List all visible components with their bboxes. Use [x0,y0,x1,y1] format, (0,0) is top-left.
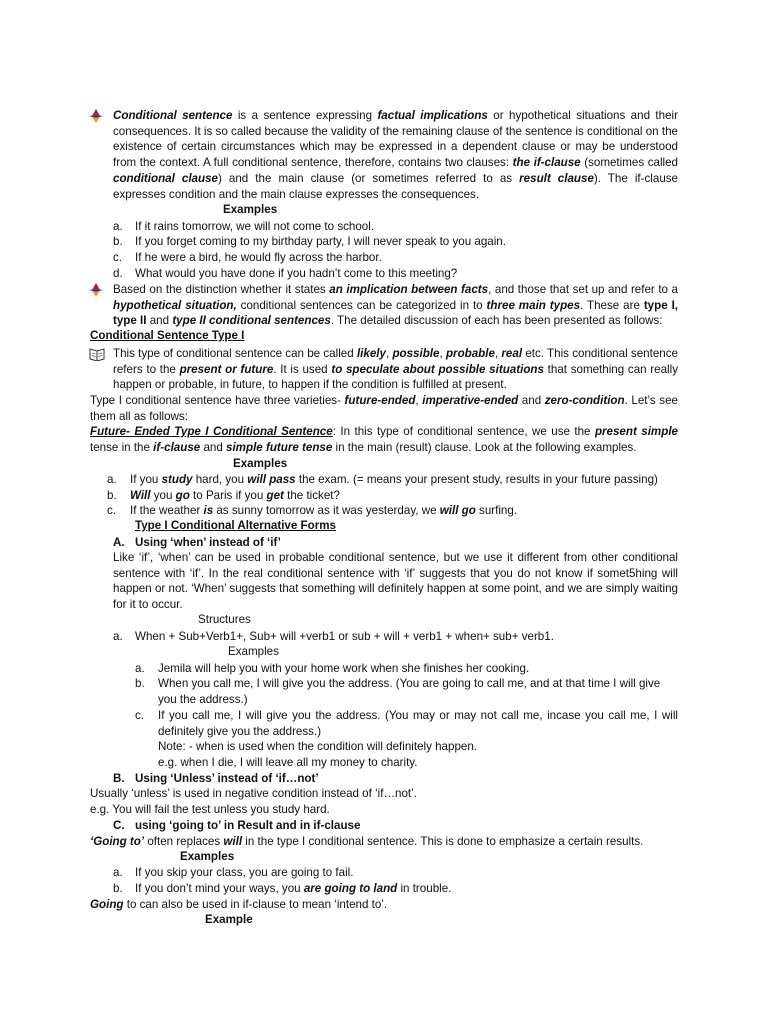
subsection-heading-going-to: C. using ‘going to’ in Result and in if-clause [113,819,361,832]
intro-paragraph: Conditional sentence is a sentence expressing factual implications or hypothetical situations and their consequences. It is so called because the validity of the remaining clause of the sentence is conditional on the existence of certain circumstances which may be expressed in a dependent clause or may be understood from the context. A full conditional sentence, therefore, contains two clauses: the if-clause (sometimes called conditional clause) and the main clause (or sometimes referred to as result clause). The if-clause expresses condition and the main clause expresses the consequences. [113,109,679,201]
arrow-bullet-icon [88,109,104,123]
examples-heading: Examples [228,645,279,658]
document-page: Conditional sentence is a sentence expressing factual implications or hypothetical situations and their consequences. It is so called because the validity of the remaining clause of the sentence is conditional on the existence of certain circumstances which may be expressed in a dependent clause or may be understood from the context. A full conditional sentence, therefore, contains two clauses: the if-clause (sometimes called conditional clause) and the main clause (or sometimes referred to as result clause). The if-clause expresses condition and the main clause expresses the consequences. Examples a. If it rains tomorrow, we will not come to school. b. If you forget coming to my birthday party, I will never speak to you again. c. If he were a bird, he would fly across the harbor. d. What would you have done if you hadn’t come to this meeting? Based on the distinction whether it states an implication between facts, and those that set up and refer to a hypothetical situation, conditional sentences can be categorized in to three main types. These are type I, type II and type II conditional sentences. The detailed discussion of each has been presented as follows: Conditional Sentence Type I This type of conditional sentence can be called likely, possible, probable, real etc. This conditional sentence refers to the present or future. It is used to speculate about possible situations that something can really happen or probable, in future, to happen if the condition is fulfilled at present. Type I conditional sentence have three varieties- future-ended, imperative-ended and zero-condition. Let’s see them all as follows: Future- Ended Type I Conditional Sentence: In this type of conditional sentence, we use the present simple tense in the if-clause and simple future tense in the main (result) clause. Look at the following examples. Examples a. If you study hard, you will pass the exam. (= means your present study, results in your future passing) b. Will you go to Paris if you get the ticket? c. If the weather is as sunny tomorrow as it was yesterday, we will go surfing. Type I Conditional Alternative Forms A. Using ‘when’ instead of ‘if’ Like ‘if’, ‘when’ can be used in probable conditional sentence, but we use it different from other conditional sentence with ‘if’. In the real conditional sentence with ‘if’ suggests that you do not know if somet5hing will happen or not. ‘When’ suggests that something will definitely happen at some point, and we are simply waiting for it to occur. Structures a. When + Sub+Verb1+, Sub+ will +verb1 or sub + will + verb1 + when+ sub+ verb1. Examples a. Jemila will help you with your home work when she finishes her cooking. b. When you call me, I will give you the address. (You are going to call me, and at that time I will give you the address.) c. If you call me, I will give you the address. (You may or may not call me, incase you call me, I will definitely give you the address.) Note: - when is used when the condition will definitely happen. e.g. when I die, I will leave all my money to charity. B. Using ‘Unless’ instead of ‘if…not’ Usually ‘unless’ is used in negative condition instead of ‘if…not’. e.g. You will fail the test unless you study hard. C. using ‘going to’ in Result and in if-clause ‘Going to’ often replaces will in the type I conditional sentence. This is done to emphasize a certain results. Examples a. If you skip your class, you are going to fail. b. If you don’t mind your ways, you are going to land in trouble. Going to can also be used in if-clause to mean ‘intend to’. Example [90,109,679,926]
subsection-heading-unless: B. Using ‘Unless’ instead of ‘if…not’ [113,772,319,785]
subsection-heading-when: A. Using ‘when’ instead of ‘if’ [113,536,281,549]
list-item: c. If the weather is as sunny tomorrow as it was yesterday, we will go surfing. [107,504,518,517]
list-item: a. If you skip your class, you are going to fail. [113,866,354,879]
when-paragraph: Like ‘if’, ‘when’ can be used in probable conditional sentence, but we use it different from other conditional sentence with ‘if’. In the real conditional sentence with ‘if’ suggests that you do not know if somet5hing will happen or not. ‘When’ suggests that something will definitely happen at some point, and we are simply waiting for it to occur. [113,551,678,612]
list-item: a. If you study hard, you will pass the exam. (= means your present study, results in your future passing) [107,473,658,486]
varieties-paragraph: Type I conditional sentence have three varieties- future-ended, imperative-ended and zero-condition. Let’s see them all as follows: [90,394,678,423]
future-ended-paragraph: Future- Ended Type I Conditional Sentence: In this type of conditional sentence, we use the present simple tense in the if-clause and simple future tense in the main (result) clause. Look at the following examples. [90,425,678,454]
examples-heading: Examples [223,203,278,216]
note-text: Note: - when is used when the condition will definitely happen. [158,740,478,753]
list-item: a. If it rains tomorrow, we will not come to school. [113,220,375,233]
type1-description: This type of conditional sentence can be called likely, possible, probable, real etc. This conditional sentence refers to the present or future. It is used to speculate about possible situations that something can really happen or probable, in future, to happen if the condition is fulfilled at present. [113,347,679,392]
structure-item: a. When + Sub+Verb1+, Sub+ will +verb1 or sub + will + verb1 + when+ sub+ verb1. [113,630,554,643]
examples-heading: Examples [233,457,288,470]
unless-example: e.g. You will fail the test unless you study hard. [90,803,330,816]
list-item: d. What would you have done if you hadn’t come to this meeting? [113,267,458,280]
list-item: a. Jemila will help you with your home work when she finishes her cooking. [135,662,530,675]
arrow-bullet-icon [88,283,104,297]
book-bullet-icon [89,347,105,361]
categories-paragraph: Based on the distinction whether it states an implication between facts, and those that set up and refer to a hypothetical situation, conditional sentences can be categorized in to three main types. These are type I, type II and type II conditional sentences. The detailed discussion of each has been presented as follows: [113,283,679,328]
list-item: b. If you forget coming to my birthday party, I will never speak to you again. [113,235,506,248]
section-heading-alt-forms: Type I Conditional Alternative Forms [135,519,336,532]
going-intend-text: Going to can also be used in if-clause to mean ‘intend to’. [90,898,388,911]
list-item: b. Will you go to Paris if you get the ticket? [107,489,340,502]
examples-heading: Examples [180,850,235,863]
example-heading: Example [205,913,253,926]
list-item: c. If he were a bird, he would fly across the harbor. [113,251,382,264]
list-item: b. If you don’t mind your ways, you are going to land in trouble. [113,882,452,895]
structures-heading: Structures [198,613,251,626]
unless-text: Usually ‘unless’ is used in negative condition instead of ‘if…not’. [90,787,417,800]
section-heading-type1: Conditional Sentence Type I [90,329,245,342]
example-text: e.g. when I die, I will leave all my money to charity. [158,756,418,769]
going-to-paragraph: ‘Going to’ often replaces will in the type I conditional sentence. This is done to emphasize a certain results. [90,835,644,848]
